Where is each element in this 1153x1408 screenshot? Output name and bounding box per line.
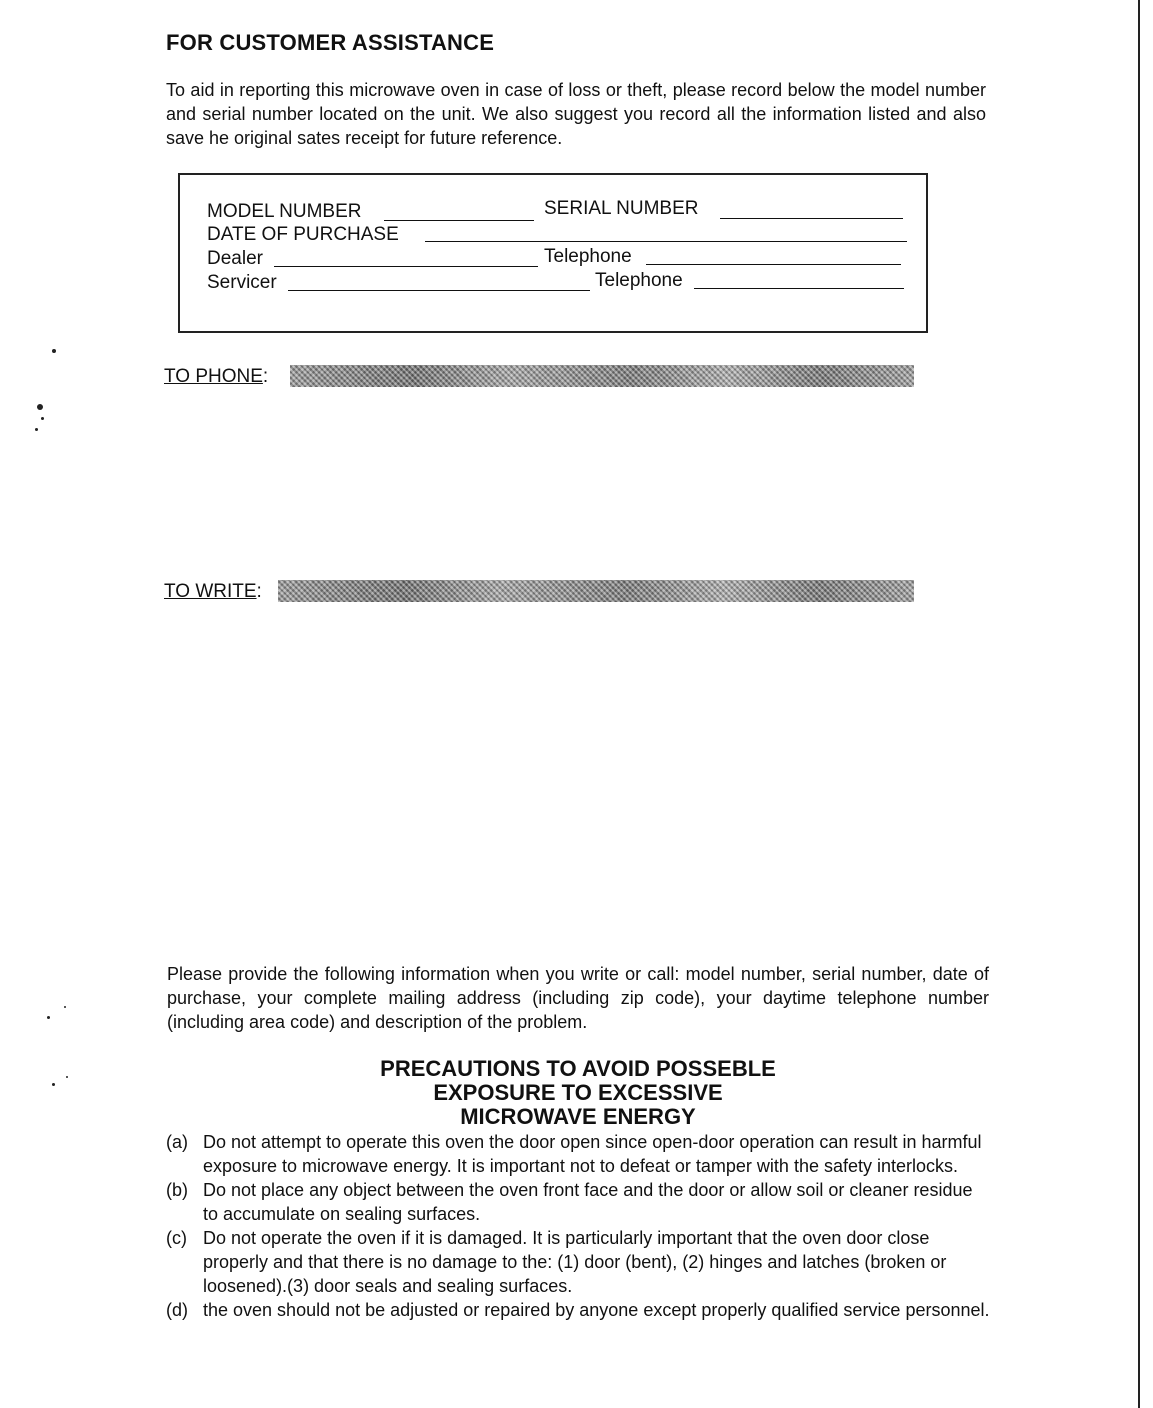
precautions-title xyxy=(166,1057,990,1129)
model-number-field[interactable] xyxy=(384,220,534,221)
to-write-label xyxy=(164,581,262,603)
precaution-text: Do not attempt to operate this oven the door open since open-door operation can result in harmful exposure to microwave energy. It is important not to defeat or tamper with the safety interlocks. xyxy=(203,1132,982,1176)
page-title: FOR CUSTOMER ASSISTANCE xyxy=(166,30,495,55)
page-edge-line xyxy=(1138,0,1140,1408)
precautions-title-line: EXPOSURE TO EXCESSIVE xyxy=(433,1080,723,1105)
precautions-title-line: PRECAUTIONS TO AVOID POSSEBLE xyxy=(380,1056,776,1081)
scan-speck xyxy=(47,1016,50,1019)
intro-paragraph: To aid in reporting this microwave oven in case of loss or theft, please record below the model number and serial number located on the unit. We also suggest you record all the information listed and also save he original sates receipt for future reference. xyxy=(166,80,986,148)
redacted-phone-block xyxy=(290,365,914,387)
date-of-purchase-field[interactable] xyxy=(425,241,907,242)
model-number-label: MODEL NUMBER xyxy=(207,201,362,222)
to-phone-label xyxy=(164,366,268,388)
precaution-item xyxy=(166,1178,992,1226)
scan-speck xyxy=(35,428,38,431)
scan-speck xyxy=(64,1006,66,1008)
precautions-list xyxy=(166,1130,992,1322)
servicer-field[interactable] xyxy=(288,290,590,291)
redacted-address-block xyxy=(278,580,914,602)
precaution-letter: (a) xyxy=(166,1132,188,1152)
precaution-text: the oven should not be adjusted or repaired by anyone except properly qualified service personnel. xyxy=(203,1300,990,1320)
servicer-telephone-label: Telephone xyxy=(595,270,683,291)
scan-speck xyxy=(66,1076,68,1078)
date-of-purchase-label: DATE OF PURCHASE xyxy=(207,224,399,245)
precaution-item xyxy=(166,1226,992,1298)
serial-number-field[interactable] xyxy=(720,218,903,219)
scan-speck xyxy=(52,1083,55,1086)
precaution-letter: (b) xyxy=(166,1180,188,1200)
dealer-label: Dealer xyxy=(207,248,263,269)
precaution-item xyxy=(166,1298,992,1322)
scan-speck xyxy=(41,417,44,420)
to-phone-colon: : xyxy=(262,366,269,387)
to-write-colon: : xyxy=(256,581,262,602)
dealer-field[interactable] xyxy=(274,266,538,267)
servicer-telephone-field[interactable] xyxy=(694,288,904,289)
precaution-letter: (c) xyxy=(166,1228,187,1248)
serial-number-label: SERIAL NUMBER xyxy=(544,198,699,219)
scan-speck xyxy=(37,404,43,410)
to-phone-text: TO PHONE xyxy=(164,366,263,387)
dealer-telephone-label: Telephone xyxy=(544,246,632,267)
precaution-text: Do not operate the oven if it is damaged. It is particularly important that the oven door close properly and that there is no damage to the: (1) door (bent), (2) hinges and latches (broken or loosened).(3) door seals and sealing surfaces. xyxy=(203,1228,947,1296)
scan-speck xyxy=(52,349,56,353)
servicer-label: Servicer xyxy=(207,272,277,293)
precaution-letter: (d) xyxy=(166,1300,188,1320)
precaution-text: Do not place any object between the oven front face and the door or allow soil or cleaner residue to accumulate on sealing surfaces. xyxy=(203,1180,973,1224)
record-form-box xyxy=(178,173,928,333)
provide-info-paragraph: Please provide the following information when you write or call: model number, serial number, date of purchase, your complete mailing address (including zip code), your daytime telephone number (including area code) and description of the problem. xyxy=(167,964,989,1032)
precaution-item xyxy=(166,1130,992,1178)
dealer-telephone-field[interactable] xyxy=(646,264,901,265)
to-write-text: TO WRITE xyxy=(164,581,257,602)
precautions-title-line: MICROWAVE ENERGY xyxy=(460,1104,696,1129)
